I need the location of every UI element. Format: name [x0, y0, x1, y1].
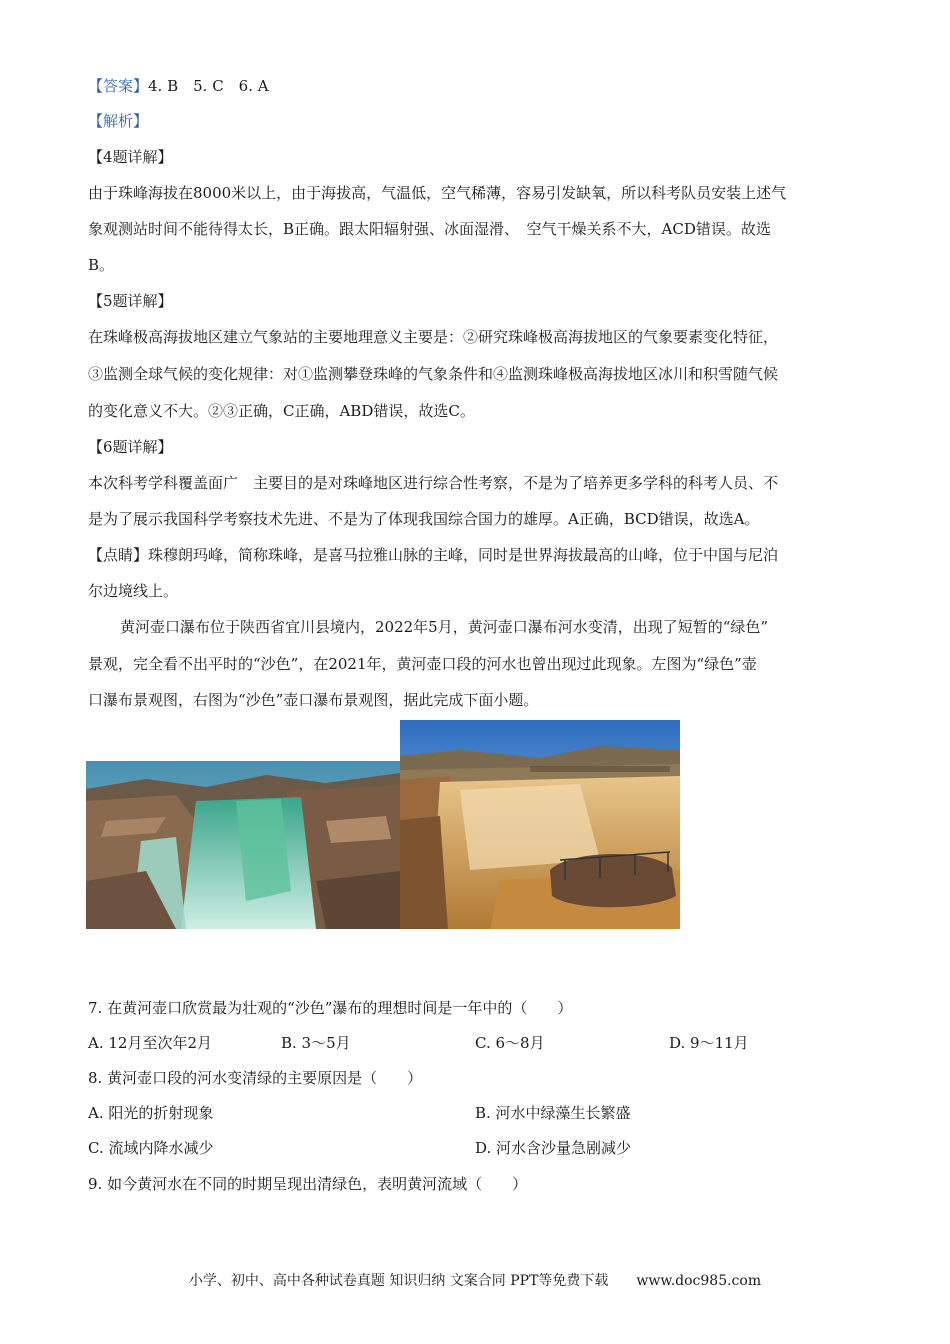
- answer-tag: 【答案】: [88, 77, 149, 95]
- page-footer: 小学、初中、高中各种试卷真题 知识归纳 文案合同 PPT等免费下载 www.doc985.com: [188, 1273, 762, 1289]
- q7-option-c[interactable]: C. 6～8月: [475, 1034, 545, 1052]
- q5-heading: 【5题详解】: [88, 292, 173, 310]
- q7-option-d[interactable]: D. 9～11月: [669, 1034, 749, 1052]
- passage-line-3: 口瀑布景观图，右图为“沙色”壶口瀑布景观图，据此完成下面小题。: [88, 691, 539, 709]
- q5-line-1: 在珠峰极高海拔地区建立气象站的主要地理意义主要是：②研究珠峰极高海拔地区的气象要素变化特征，: [88, 328, 779, 346]
- q8-option-c[interactable]: C. 流域内降水减少: [88, 1139, 214, 1157]
- q7-option-b[interactable]: B. 3～5月: [281, 1034, 351, 1052]
- analysis-tag: 【解析】: [88, 112, 149, 130]
- pointer-tag: 【点睛】: [88, 546, 149, 564]
- pointer-line-1: [88, 545, 868, 565]
- q7-option-a[interactable]: A. 12月至次年2月: [88, 1034, 212, 1052]
- q8-option-a[interactable]: A. 阳光的折射现象: [88, 1104, 214, 1122]
- pointer-line-2: 尔边境线上。: [88, 582, 179, 600]
- answer-line: [88, 76, 868, 96]
- q5-line-3: 的变化意义不大。②③正确，C正确，ABD错误，故选C。: [88, 402, 475, 420]
- q4-line-1: 由于珠峰海拔在8000米以上，由于海拔高，气温低，空气稀薄，容易引发缺氧，所以科考队员安装上述气: [88, 184, 787, 202]
- passage-line-2: 景观，完全看不出平时的“沙色”，在2021年，黄河壶口段的河水也曾出现过此现象。左图为“绿色”壶: [88, 655, 757, 673]
- answer-text: 4. B 5. C 6. A: [148, 77, 269, 95]
- q8-stem: 8. 黄河壶口段的河水变清绿的主要原因是（ ）: [88, 1069, 423, 1087]
- q8-option-d[interactable]: D. 河水含沙量急剧减少: [475, 1139, 632, 1157]
- q4-line-3: B。: [88, 256, 115, 274]
- sandy-waterfall-image: [400, 720, 680, 929]
- q5-line-2: ③监测全球气候的变化规律：对①监测攀登珠峰的气象条件和④监测珠峰极高海拔地区冰川和积雪随气候: [88, 365, 779, 383]
- q6-heading: 【6题详解】: [88, 438, 173, 456]
- q7-stem: 7. 在黄河壶口欣赏最为壮观的“沙色”瀑布的理想时间是一年中的（ ）: [88, 999, 573, 1017]
- q9-stem: 9. 如今黄河水在不同的时期呈现出清绿色，表明黄河流域（ ）: [88, 1175, 528, 1193]
- q4-line-2: 象观测站时间不能待得太长，B正确。跟太阳辐射强、冰面湿滑、 空气干燥关系不大，ACD错误。故选: [88, 220, 771, 238]
- green-waterfall-image: [86, 761, 400, 929]
- pointer-text-1: 珠穆朗玛峰，简称珠峰，是喜马拉雅山脉的主峰，同时是世界海拔最高的山峰，位于中国与尼泊: [148, 546, 779, 564]
- q6-line-1: 本次科考学科覆盖面广 主要目的是对珠峰地区进行综合性考察，不是为了培养更多学科的科考人员、不: [88, 474, 779, 492]
- passage-line-1: 黄河壶口瀑布位于陕西省宜川县境内，2022年5月，黄河壶口瀑布河水变清，出现了短暂的“绿色”: [120, 618, 769, 636]
- q6-line-2: 是为了展示我国科学考察技术先进、不是为了体现我国综合国力的雄厚。A正确，BCD错误，故选A。: [88, 510, 760, 528]
- q4-heading: 【4题详解】: [88, 148, 173, 166]
- q8-option-b[interactable]: B. 河水中绿藻生长繁盛: [475, 1104, 631, 1122]
